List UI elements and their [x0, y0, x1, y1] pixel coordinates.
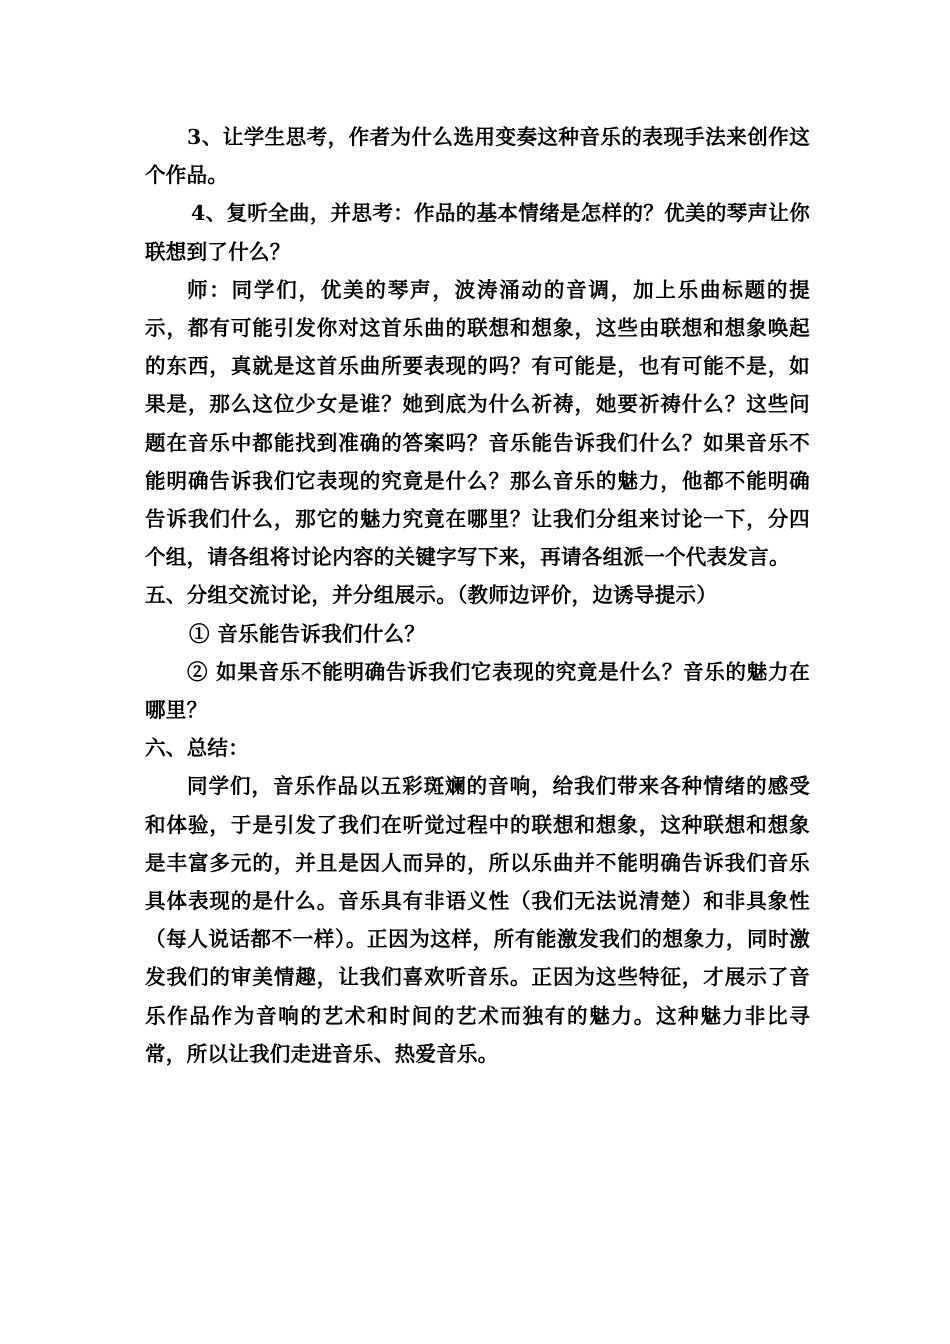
section-six-heading: 六、总结：: [145, 736, 249, 761]
summary-paragraph: 同学们，音乐作品以五彩斑斓的音响，给我们带来各种情绪的感受和体验，于是引发了我们在听觉过程中的联想和想象，这种联想和想象是丰富多元的，并且是因人而异的，所以乐曲并不能明确告诉我们音乐具体表现的是什么。音乐具有非语义性（我们无法说清楚）和非具象性（每人说话都不一样）。正因为这样，所有能激发我们的想象力，同时激发我们的审美情趣，让我们喜欢听音乐。正因为这些特征，才展示了音乐作品作为音响的艺术和时间的艺术而独有的魅力。这种魅力非比寻常，所以让我们走进音乐、热爱音乐。: [145, 774, 810, 1066]
discussion-question-1: ① 音乐能告诉我们什么？: [189, 621, 426, 646]
document-body: [145, 118, 810, 1073]
discussion-question-2: ② 如果音乐不能明确告诉我们它表现的究竟是什么？音乐的魅力在哪里？: [145, 659, 810, 723]
section-five-heading: 五、分组交流讨论，并分组展示。（教师边评价，边诱导提示）: [145, 583, 718, 608]
teacher-speech-paragraph: 师：同学们，优美的琴声，波涛涌动的音调，加上乐曲标题的提示，都有可能引发你对这首乐曲的联想和想象，这些由联想和想象唤起的东西，真就是这首乐曲所要表现的吗？有可能是，也有可能不是，如果是，那么这位少女是谁？她到底为什么祈祷，她要祈祷什么？这些问题在音乐中都能找到准确的答案吗？音乐能告诉我们什么？如果音乐不能明确告诉我们它表现的究竟是什么？那么音乐的魅力，他都不能明确告诉我们什么，那它的魅力究竟在哪里？让我们分组来讨论一下，分四个组，请各组将讨论内容的关键字写下来，再请各组派一个代表发言。: [145, 277, 810, 570]
step-4-paragraph: 4、复听全曲，并思考：作品的基本情绪是怎样的？优美的琴声让你联想到了什么？: [145, 201, 810, 264]
step-3-paragraph: 3、让学生思考，作者为什么选用变奏这种音乐的表现手法来创作这个作品。: [145, 125, 810, 188]
